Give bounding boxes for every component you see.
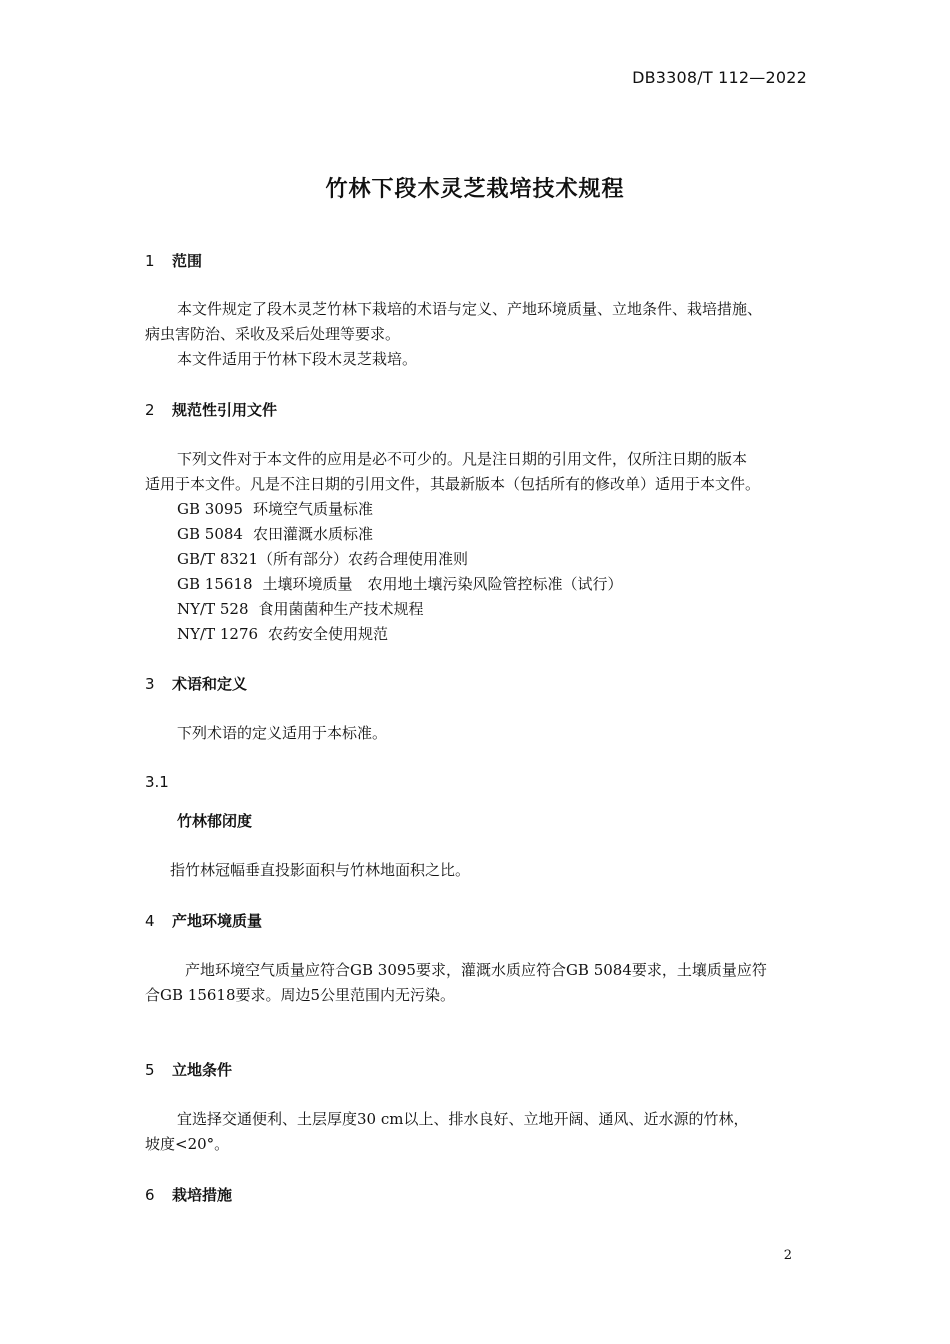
reference-code: GB 15618 [177, 575, 253, 593]
section-2-heading [145, 399, 277, 420]
reference-code: NY/T 528 [177, 600, 249, 618]
reference-name: 农药合理使用准则 [348, 550, 469, 568]
section-1-para-2: 本文件适用于竹林下段木灵芝栽培。 [177, 350, 418, 368]
reference-item [177, 572, 623, 597]
section-title: 规范性引用文件 [172, 401, 278, 419]
section-5-heading [145, 1059, 232, 1080]
section-5-para-line-1: 宜选择交通便利、土层厚度30 cm以上、排水良好、立地开阔、通风、近水源的竹林， [177, 1110, 749, 1128]
reference-item [177, 497, 373, 522]
section-number: 3 [145, 675, 155, 693]
reference-name: 土壤环境质量 农用地土壤污染风险管控标准（试行） [262, 575, 623, 593]
section-1-para-1-line-1: 本文件规定了段木灵芝竹林下栽培的术语与定义、产地环境质量、立地条件、栽培措施、 [177, 300, 763, 318]
reference-item [177, 522, 373, 547]
subsection-3-1-number: 3.1 [145, 773, 169, 791]
reference-name: 农田灌溉水质标准 [252, 525, 373, 543]
section-number: 6 [145, 1186, 155, 1204]
section-1-heading [145, 250, 202, 271]
section-5-para-line-2: 坡度<20°。 [145, 1135, 230, 1153]
section-3-heading [145, 673, 247, 694]
section-number: 1 [145, 252, 155, 270]
section-title: 立地条件 [172, 1061, 233, 1079]
section-1-para-1-line-2: 病虫害防治、采收及采后处理等要求。 [145, 325, 401, 343]
section-2-para-line-1: 下列文件对于本文件的应用是必不可少的。凡是注日期的引用文件，仅所注日期的版本 [177, 450, 748, 468]
section-4-heading [145, 910, 262, 931]
term-title: 竹林郁闭度 [177, 812, 253, 830]
section-number: 2 [145, 401, 155, 419]
section-number: 4 [145, 912, 155, 930]
section-4-para-line-2: 合GB 15618要求。周边5公里范围内无污染。 [145, 986, 456, 1004]
reference-item [177, 597, 424, 622]
reference-code: GB 3095 [177, 500, 243, 518]
section-title: 产地环境质量 [172, 912, 263, 930]
document-title: 竹林下段木灵芝栽培技术规程 [325, 177, 625, 202]
section-title: 术语和定义 [172, 675, 248, 693]
reference-name: 农药安全使用规范 [268, 625, 389, 643]
section-6-heading [145, 1184, 232, 1205]
reference-code: NY/T 1276 [177, 625, 259, 643]
page-number: 2 [783, 1248, 792, 1263]
section-number: 5 [145, 1061, 155, 1079]
section-2-para-line-2: 适用于本文件。凡是不注日期的引用文件，其最新版本（包括所有的修改单）适用于本文件。 [145, 475, 761, 493]
reference-item [177, 547, 468, 572]
section-4-para-line-1: 产地环境空气质量应符合GB 3095要求，灌溉水质应符合GB 5084要求，土壤质量应符 [185, 961, 767, 979]
reference-item [177, 622, 388, 647]
reference-code: GB 5084 [177, 525, 243, 543]
section-title: 范围 [172, 252, 203, 270]
reference-name: 食用菌菌种生产技术规程 [258, 600, 424, 618]
section-3-para: 下列术语的定义适用于本标准。 [177, 724, 388, 742]
standard-code-header: DB3308/T 112—2022 [632, 68, 807, 87]
section-title: 栽培措施 [172, 1186, 233, 1204]
term-definition: 指竹林冠幅垂直投影面积与竹林地面积之比。 [170, 861, 471, 879]
reference-code: GB/T 8321（所有部分） [177, 550, 349, 568]
reference-name: 环境空气质量标准 [252, 500, 373, 518]
